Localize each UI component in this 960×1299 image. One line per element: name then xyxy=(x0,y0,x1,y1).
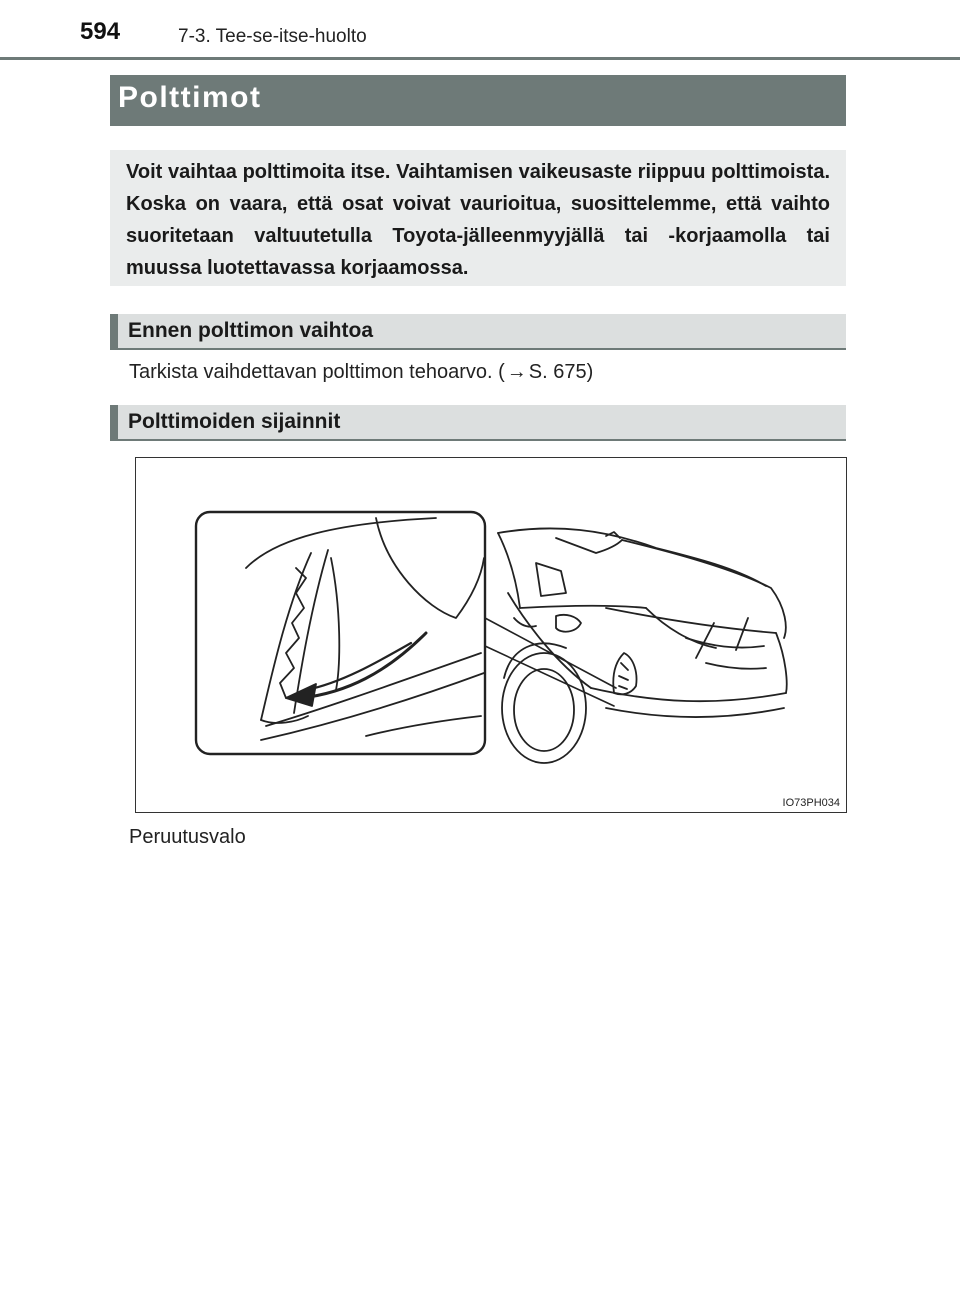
page-number: 594 xyxy=(80,18,121,45)
figure-code: IO73PH034 xyxy=(782,797,840,809)
check-wattage-text xyxy=(129,361,593,384)
car-rear-illustration xyxy=(136,458,846,812)
section-bar xyxy=(110,405,118,439)
page-title: Polttimot xyxy=(118,81,262,114)
section-heading-label: Polttimoiden sijainnit xyxy=(128,410,341,433)
figure-caption: Peruutusvalo xyxy=(129,826,246,848)
section-bar xyxy=(110,314,118,348)
bulb-location-figure xyxy=(135,457,847,813)
check-wattage-sentence: Tarkista vaihdettavan polttimon tehoarvo. ( xyxy=(129,361,505,383)
header-rule xyxy=(0,57,960,60)
right-arrow-icon: → xyxy=(506,361,527,383)
section-heading-before-replacement xyxy=(110,314,846,350)
intro-text: Voit vaihtaa polttimoita itse. Vaihtamisen vaikeusaste riippuu polttimoista. Koska on vaara, että osat voivat vaurioitua, suosittelemme, että vaihto suoritetaan valtuutetulla Toyota-jälleenmyyjällä tai -korjaamolla tai muussa luotettavassa korjaamossa. xyxy=(126,161,830,279)
title-bar xyxy=(110,75,846,126)
intro-box xyxy=(110,150,846,286)
section-heading-bulb-locations xyxy=(110,405,846,441)
section-heading-label: Ennen polttimon vaihtoa xyxy=(128,319,373,342)
chapter-title: 7-3. Tee-se-itse-huolto xyxy=(178,26,367,47)
page-reference-link[interactable]: S. 675) xyxy=(528,361,594,383)
